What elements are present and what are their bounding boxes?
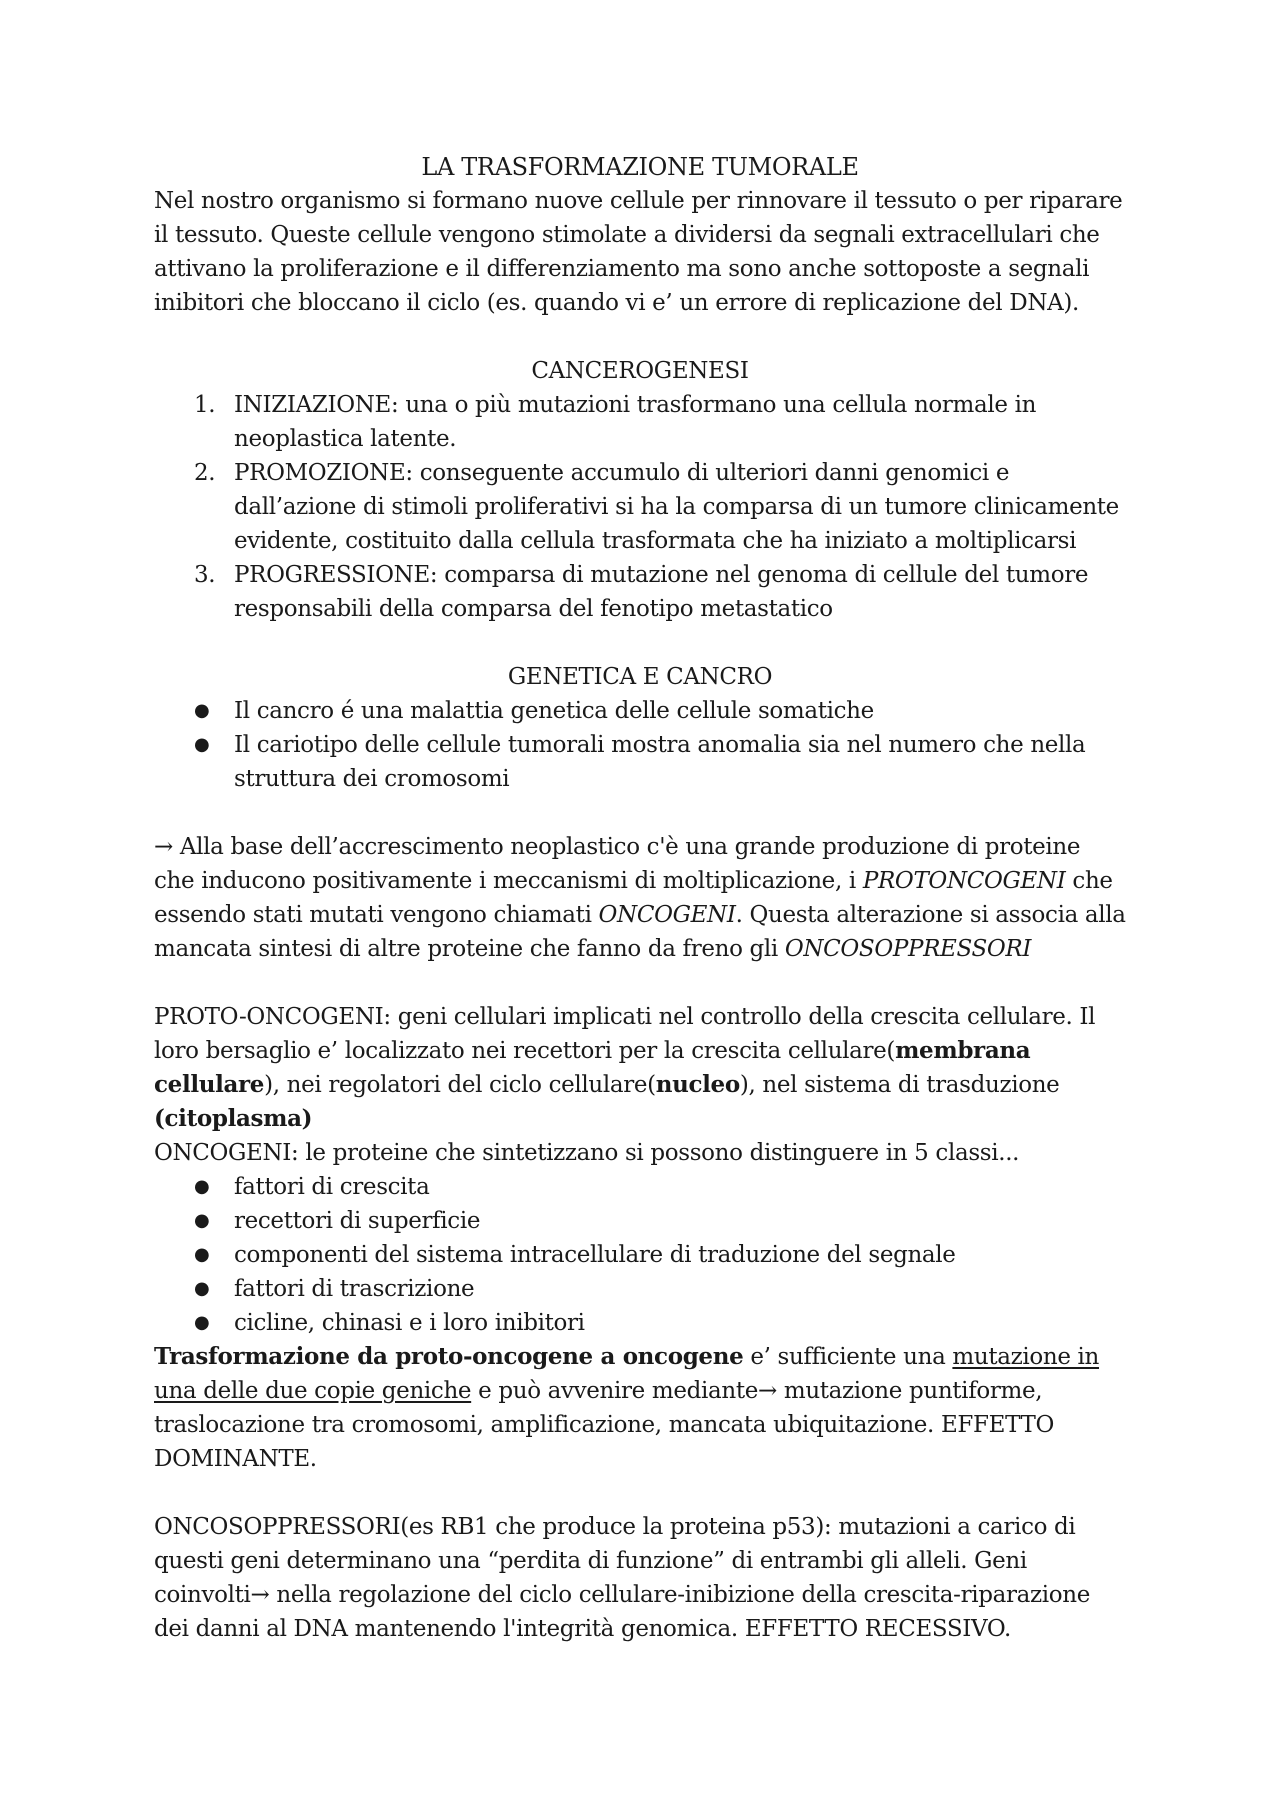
list-item-text: Il cariotipo delle cellule tumorali mostra anomalia sia nel numero che nella struttura dei cromosomi (234, 732, 1086, 792)
spacer (154, 796, 1126, 830)
trasformazione-paragraph (154, 1340, 1126, 1476)
list-number: 1. (194, 392, 216, 418)
list-item (154, 1170, 1126, 1204)
text-run: e’ sufficiente una (743, 1344, 953, 1370)
bullet-icon: ● (194, 734, 210, 755)
term-oncogeni: ONCOGENI (598, 902, 736, 928)
list-item-text: fattori di trascrizione (234, 1276, 475, 1302)
underlined-phrase: mutazione in una delle due copie geniche (154, 1344, 1100, 1404)
cancerogenesi-list (154, 388, 1126, 626)
bullet-icon: ● (194, 1176, 210, 1197)
cancerogenesi-heading: CANCEROGENESI (531, 358, 749, 384)
list-item (154, 456, 1126, 558)
list-item-text: PROGRESSIONE: comparsa di mutazione nel genoma di cellule del tumore responsabili della comparsa del fenotipo metastatico (234, 562, 1089, 622)
list-item-text: PROMOZIONE: conseguente accumulo di ulteriori danni genomici e dall’azione di stimoli proliferativi si ha la comparsa di un tumore clinicamente evidente, costituito dalla cellula trasformata che ha iniziato a moltiplicarsi (234, 460, 1119, 554)
list-item-text: componenti del sistema intracellulare di traduzione del segnale (234, 1242, 956, 1268)
term-citoplasma: (citoplasma) (154, 1105, 313, 1132)
text-run: ), nei regolatori del ciclo cellulare( (264, 1072, 656, 1098)
text-run: PROTO-ONCOGENI: geni cellulari implicati nel controllo della crescita cellulare. Il loro bersaglio e’ localizzato nei recettori per la crescita cellulare( (154, 1004, 1096, 1064)
list-number: 3. (194, 562, 216, 588)
trasformazione-term: Trasformazione da proto-oncogene a oncogene (154, 1343, 744, 1370)
spacer (154, 626, 1126, 660)
list-item-text: recettori di superficie (234, 1208, 481, 1234)
text-run: ), nel sistema di trasduzione (739, 1072, 1060, 1098)
list-item (154, 1306, 1126, 1340)
list-item (154, 694, 1126, 728)
oncogeni-intro: ONCOGENI: le proteine che sintetizzano si possono distinguere in 5 classi... (154, 1140, 1020, 1166)
spacer (154, 966, 1126, 1000)
accrescimento-paragraph (154, 830, 1126, 966)
text-run: → Alla base dell’accrescimento neoplastico c'è una grande produzione di proteine che inducono positivamente i meccanismi di moltiplicazione, i (154, 834, 1081, 894)
proto-oncogeni-paragraph (154, 1000, 1126, 1136)
term-membrana: membrana cellulare (154, 1037, 1031, 1098)
genetica-list (154, 694, 1126, 796)
list-item (154, 1272, 1126, 1306)
list-item (154, 388, 1126, 456)
intro-paragraph: Nel nostro organismo si formano nuove cellule per rinnovare il tessuto o per riparare il tessuto. Queste cellule vengono stimolate a dividersi da segnali extracellulari che attivano la proliferazione e il differenziamento ma sono anche sottoposte a segnali inibitori che bloccano il ciclo (es. quando vi e’ un errore di replicazione del DNA). (154, 188, 1123, 316)
oncosoppressori-paragraph: ONCOSOPPRESSORI(es RB1 che produce la proteina p53): mutazioni a carico di questi geni determinano una “perdita di funzione” di entrambi gli alleli. Geni coinvolti→ nella regolazione del ciclo cellulare-inibizione della crescita-riparazione dei danni al DNA mantenendo l'integrità genomica. EFFETTO RECESSIVO. (154, 1514, 1090, 1642)
bullet-icon: ● (194, 700, 210, 721)
spacer (154, 1476, 1126, 1510)
text-run: . Questa alterazione si associa alla mancata sintesi di altre proteine che fanno da freno gli (154, 902, 1126, 962)
list-item-text: Il cancro é una malattia genetica delle cellule somatiche (234, 698, 874, 724)
list-item (154, 558, 1126, 626)
list-item-text: fattori di crescita (234, 1174, 430, 1200)
list-item-text: INIZIAZIONE: una o più mutazioni trasformano una cellula normale in neoplastica latente. (234, 392, 1037, 452)
oncogeni-list (154, 1170, 1126, 1340)
list-item (154, 728, 1126, 796)
list-item (154, 1204, 1126, 1238)
term-nucleo: nucleo (655, 1071, 740, 1098)
genetica-heading: GENETICA E CANCRO (507, 664, 773, 690)
term-oncosoppressori: ONCOSOPPRESSORI (784, 936, 1032, 962)
list-item-text: cicline, chinasi e i loro inibitori (234, 1310, 585, 1336)
list-item (154, 1238, 1126, 1272)
bullet-icon: ● (194, 1244, 210, 1265)
term-protoncogeni: PROTONCOGENI (862, 868, 1066, 894)
bullet-icon: ● (194, 1210, 210, 1231)
bullet-icon: ● (194, 1312, 210, 1333)
spacer (154, 320, 1126, 354)
list-number: 2. (194, 460, 216, 486)
text-run: che essendo stati mutati vengono chiamati (154, 868, 1113, 928)
text-run: e può avvenire mediante→ mutazione puntiforme, traslocazione tra cromosomi, amplificazione, mancata ubiquitazione. EFFETTO DOMINANTE. (154, 1378, 1054, 1472)
document-title: LA TRASFORMAZIONE TUMORALE (421, 153, 859, 181)
bullet-icon: ● (194, 1278, 210, 1299)
